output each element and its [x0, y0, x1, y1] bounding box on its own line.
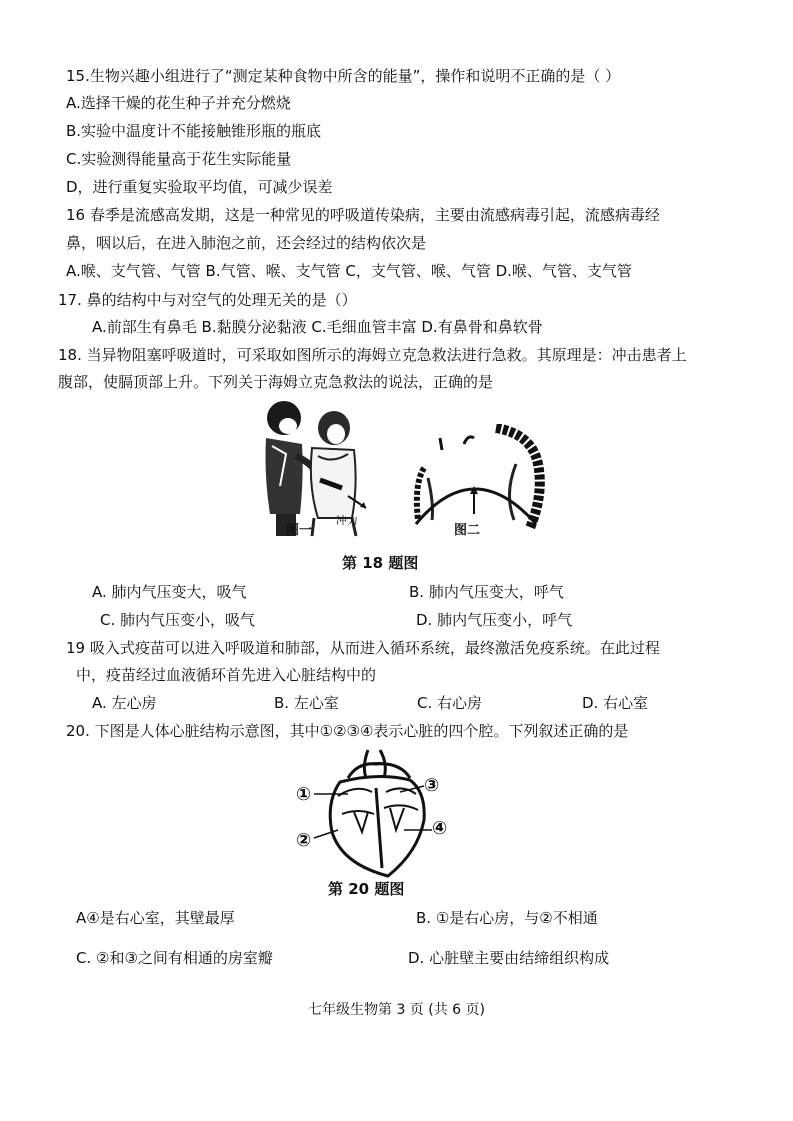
figure-20-caption: 第 20 题图 — [328, 880, 405, 898]
q20-option-a: A④是右心室，其壁最厚 — [76, 909, 235, 927]
q18-option-d: D. 肺内气压变小，呼气 — [416, 611, 573, 629]
heart-label-2: ② — [296, 830, 312, 851]
q17-stem: 17. 鼻的结构中与对空气的处理无关的是（） — [58, 291, 357, 309]
q16-stem-line1: 16 春季是流感高发期，这是一种常见的呼吸道传染病，主要由流感病毒引起，流感病毒经 — [66, 206, 660, 224]
q18-option-c: C. 肺内气压变小，吸气 — [100, 611, 256, 629]
heart-label-3: ③ — [424, 775, 440, 796]
q15-stem: 15.生物兴趣小组进行了“测定某种食物中所含的能量”，操作和说明不正确的是（ ） — [66, 67, 621, 85]
q20-option-c: C. ②和③之间有相通的房室瓣 — [76, 949, 273, 967]
q16-options: A.喉、支气管、气管 B.气管、喉、支气管 C，支气管、喉、气管 D.喉、气管、支气管 — [66, 262, 632, 280]
q18-option-a: A. 肺内气压变大，吸气 — [92, 583, 247, 601]
q17-options: A.前部生有鼻毛 B.黏膜分泌黏液 C.毛细血管丰富 D.有鼻骨和鼻软骨 — [92, 318, 543, 336]
q15-option-d: D，进行重复实验取平均值，可减少误差 — [66, 178, 333, 196]
figure-one-force-label: 冲力 — [336, 514, 358, 527]
q20-option-d: D. 心脏壁主要由结缔组织构成 — [408, 949, 610, 967]
heart-label-1: ① — [296, 784, 312, 805]
q18-stem-line2: 腹部，使膈顶部上升。下列关于海姆立克急救法的说法，正确的是 — [58, 373, 494, 391]
page-footer: 七年级生物第 3 页 (共 6 页) — [308, 1002, 485, 1018]
figure-one-label: 图一 — [286, 523, 313, 538]
q19-stem-line1: 19 吸入式疫苗可以进入呼吸道和肺部，从而进入循环系统，最终激活免疫系统。在此过程 — [66, 639, 660, 657]
figure-18-caption: 第 18 题图 — [342, 554, 419, 572]
heimlich-figure-one — [256, 396, 386, 541]
q19-stem-line2: 中，疫苗经过血液循环首先进入心脏结构中的 — [76, 666, 377, 684]
q15-option-b: B.实验中温度计不能接触锥形瓶的瓶底 — [66, 122, 322, 140]
q18-stem-line1: 18. 当异物阻塞呼吸道时，可采取如图所示的海姆立克急救法进行急救。其原理是：冲击患者上 — [58, 346, 687, 364]
q20-option-b: B. ①是右心房，与②不相通 — [416, 909, 598, 927]
heart-label-4: ④ — [432, 818, 448, 839]
q19-option-a: A. 左心房 — [92, 694, 157, 712]
q18-option-b: B. 肺内气压变大，呼气 — [409, 583, 564, 601]
q15-option-c: C.实验测得能量高于花生实际能量 — [66, 150, 292, 168]
q19-option-b: B. 左心室 — [274, 694, 339, 712]
figure-two-label: 图二 — [454, 523, 481, 538]
q20-stem: 20. 下图是人体心脏结构示意图，其中①②③④表示心脏的四个腔。下列叙述正确的是 — [66, 722, 629, 740]
q15-option-a: A.选择干燥的花生种子并充分燃烧 — [66, 94, 291, 112]
q19-option-c: C. 右心房 — [417, 694, 483, 712]
q16-stem-line2: 鼻，咽以后，在进入肺泡之前，还会经过的结构依次是 — [66, 234, 427, 252]
q19-option-d: D. 右心室 — [582, 694, 649, 712]
